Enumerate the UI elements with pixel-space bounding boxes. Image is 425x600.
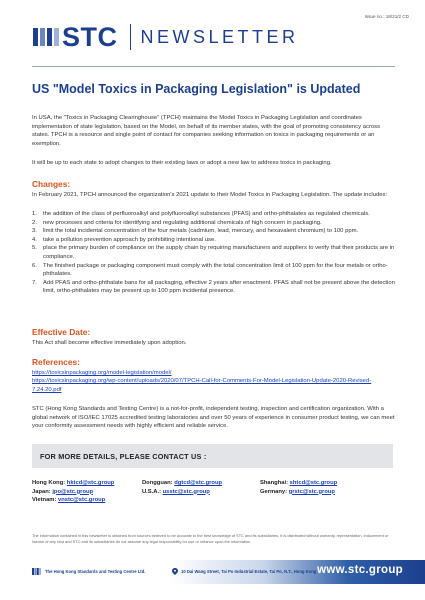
contact-region: Dongguan: <box>142 480 173 486</box>
logo-text: STC <box>62 22 118 52</box>
item-number: 6. <box>32 262 37 269</box>
reference-link[interactable]: https://toxicsinpackaging.org/wp-content/uploads/2020/07/TPCH-Call-for-Comments-For-Model-Legislation-Update-2020-Revised-7.24.20.pdf <box>32 378 372 393</box>
contact-email-link[interactable]: jpo@stc.group <box>52 488 94 495</box>
list-item <box>32 236 395 245</box>
header <box>32 22 299 52</box>
item-text: place the primary burden of compliance on the supply chain by requiring manufacturers and suppliers to verify that their products are in compliance. <box>43 245 395 260</box>
list-item <box>32 279 395 296</box>
issue-number: Issue no.: 18/21/2 CD <box>364 14 409 19</box>
location-pin-icon <box>172 568 178 575</box>
website-link[interactable]: www.stc.group <box>317 564 403 576</box>
reference-link[interactable]: https://toxicsinpackaging.org/model-legislation/model/ <box>32 370 172 376</box>
contact-heading: FOR MORE DETAILS, PLEASE CONTACT US : <box>40 451 207 461</box>
references-list <box>32 369 395 394</box>
contact-email-link[interactable]: hktcd@stc.group <box>66 480 115 486</box>
top-divider <box>32 66 395 67</box>
contact-region: Vietnam: <box>32 497 57 504</box>
contact-region: U.S.A.: <box>142 488 162 495</box>
contact-email-link[interactable]: dgtcd@stc.group <box>174 480 223 486</box>
list-item <box>32 227 395 236</box>
item-number: 1. <box>32 211 37 217</box>
intro-paragraph: In USA, the "Toxics in Packaging Clearinghouse" (TPCH) maintains the Model Toxics in Packaging Legislation and coordinates implementation of state legislation, based on the Model, on behalf of its member states, with the goal of promoting consistency across states. TPCH is a resource and single point of contact for companies seeking information on toxics in packaging requirements or an exemption. <box>32 115 381 147</box>
contact-region: Japan: <box>32 488 51 495</box>
contact-row <box>142 479 222 488</box>
item-text: the addition of the class of perfluoroalkyl and polyfluoroalkyl substances (PFAS) and ortho-phthalates as regulated chemicals. <box>43 211 370 217</box>
about-stc-paragraph: STC (Hong Kong Standards and Testing Centre) is a not-for-profit, independent testing, inspection and certification organization. With a global network of ISO/IEC 17025 accredited testing laboratories and over 50 years of experience in consumer product testing, we can meet your conformity assessment needs with highly efficient and reliable service. <box>32 406 395 430</box>
changes-heading: Changes: <box>32 179 71 189</box>
stc-logo-icon <box>32 26 60 48</box>
item-text: limit the total incidental concentration of the four metals (cadmium, lead, mercury, and hexavalent chromium) to 100 ppm. <box>43 228 359 235</box>
item-text: take a pollution prevention approach by prohibiting intentional use. <box>43 236 216 243</box>
references-heading: References: <box>32 357 80 367</box>
item-text: The finished package or packaging component must comply with the total concentration limit of 100 ppm for the four metals or ortho-phthalates. <box>43 262 388 278</box>
intro-paragraph-2: It will be up to each state to adopt changes to their existing laws or adopt a new law to address toxics in packaging. <box>32 160 332 166</box>
list-item <box>32 210 395 219</box>
company-name: The Hong Kong Standards and Testing Centre Ltd. <box>45 569 146 574</box>
list-item <box>32 219 395 228</box>
changes-intro: In February 2021, TPCH announced the organization's 2021 update to their Model Toxics in Packaging Legislation. The update includes: <box>32 192 388 198</box>
contact-banner <box>32 444 393 468</box>
footer <box>0 560 425 584</box>
contact-row <box>32 479 114 488</box>
item-number: 2. <box>32 219 37 226</box>
contact-row <box>260 479 337 488</box>
contact-email-link[interactable]: grstc@stc.group <box>288 488 335 495</box>
contact-row <box>32 488 114 497</box>
effective-date-text: This Act shall become effective immediately upon adoption. <box>32 340 187 346</box>
contact-region: Shanghai: <box>260 480 289 486</box>
footer-company <box>32 568 145 575</box>
list-item <box>32 262 395 279</box>
item-number: 5. <box>32 245 37 252</box>
contact-email-link[interactable]: vnstc@stc.group <box>58 497 106 504</box>
contact-row <box>142 488 222 497</box>
newsletter-label: NEWSLETTER <box>140 26 299 47</box>
item-number: 3. <box>32 228 37 235</box>
item-number: 7. <box>32 279 37 286</box>
contact-column <box>260 479 337 496</box>
contact-row <box>32 496 114 505</box>
effective-date-heading: Effective Date: <box>32 327 91 337</box>
item-text: Add PFAS and ortho-phthalate bans for all packaging, effective 2 years after enactment. PFAS shall not be present above the detection limit, ortho-phthalates may be present up to 100 ppm incidental presence. <box>43 279 395 295</box>
stc-small-logo-icon <box>32 568 41 575</box>
footer-address <box>172 568 316 575</box>
contact-email-link[interactable]: shtcd@stc.group <box>289 480 338 486</box>
changes-list <box>32 210 395 296</box>
list-item <box>32 244 395 261</box>
item-number: 4. <box>32 236 37 243</box>
contact-column <box>142 479 222 496</box>
contact-column <box>32 479 114 505</box>
article-title: US "Model Toxics in Packaging Legislation" is Updated <box>32 82 361 96</box>
disclaimer-text: The information contained in this newsletter is obtained from sources believed to be accurate to the best knowledge of STC and its subsidiaries. It is distributed without warranty, representation, inducement or license of any kind and STC and its subsidiaries do not assume any legal responsibility for use or reliance upon the information. <box>32 533 389 544</box>
address-text: 10 Dai Wang Street, Tai Po Industrial Estate, Tai Po, N.T., Hong Kong <box>181 569 317 574</box>
header-divider <box>130 24 131 50</box>
contact-region: Germany: <box>260 488 288 495</box>
item-text: new processes and criteria for identifying and regulating additional chemicals of high concern in packaging. <box>43 219 322 226</box>
contact-email-link[interactable]: usstc@stc.group <box>162 488 210 495</box>
contact-row <box>260 488 337 497</box>
contact-region: Hong Kong: <box>32 480 66 486</box>
